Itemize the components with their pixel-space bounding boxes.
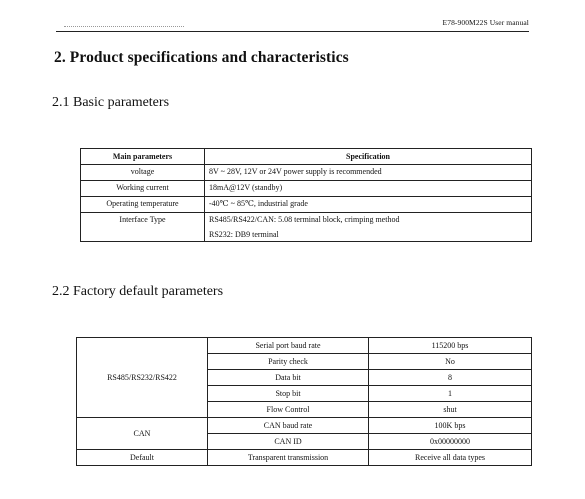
column-header: Main parameters xyxy=(81,149,205,165)
param-name: CAN baud rate xyxy=(208,418,369,434)
param-name: Data bit xyxy=(208,370,369,386)
basic-parameters-table xyxy=(80,148,532,242)
param-value: 8 xyxy=(369,370,532,386)
param-spec-line2: RS232: DB9 terminal xyxy=(209,230,279,239)
param-name: Stop bit xyxy=(208,386,369,402)
section-title: 2. Product specifications and characteristics xyxy=(54,49,349,66)
group-label: RS485/RS232/RS422 xyxy=(77,338,208,418)
param-spec: RS485/RS422/CAN: 5.08 terminal block, crimping method xyxy=(209,215,400,224)
table-row xyxy=(77,338,532,354)
param-name: Flow Control xyxy=(208,402,369,418)
table-row xyxy=(77,418,532,434)
param-spec: -40℃ ~ 85℃, industrial grade xyxy=(205,197,532,213)
header-decoration xyxy=(64,26,184,28)
document-id: E78-900M22S User manual xyxy=(442,18,529,27)
table-row xyxy=(81,165,532,181)
factory-parameters-heading: 2.2 Factory default parameters xyxy=(52,284,224,299)
param-spec: 18mA@12V (standby) xyxy=(205,181,532,197)
group-label: Default xyxy=(77,450,208,466)
param-value: No xyxy=(369,354,532,370)
column-header: Specification xyxy=(205,149,532,165)
table-row xyxy=(77,450,532,466)
table-row xyxy=(81,181,532,197)
param-value: shut xyxy=(369,402,532,418)
table-row xyxy=(81,197,532,213)
param-name: Operating temperature xyxy=(81,197,205,213)
param-value: 0x00000000 xyxy=(369,434,532,450)
param-name: voltage xyxy=(81,165,205,181)
param-name: Serial port baud rate xyxy=(208,338,369,354)
param-name: Parity check xyxy=(208,354,369,370)
group-label: CAN xyxy=(77,418,208,450)
table-row xyxy=(81,213,532,242)
header-rule xyxy=(56,31,529,32)
param-value: Receive all data types xyxy=(369,450,532,466)
param-name: Interface Type xyxy=(81,213,205,242)
param-name: Working current xyxy=(81,181,205,197)
param-name: Transparent transmission xyxy=(208,450,369,466)
factory-defaults-table xyxy=(76,337,532,466)
param-spec: 8V ~ 28V, 12V or 24V power supply is recommended xyxy=(205,165,532,181)
param-value: 100K bps xyxy=(369,418,532,434)
basic-parameters-heading: 2.1 Basic parameters xyxy=(52,95,170,110)
param-value: 115200 bps xyxy=(369,338,532,354)
param-value: 1 xyxy=(369,386,532,402)
param-name: CAN ID xyxy=(208,434,369,450)
table-header-row xyxy=(81,149,532,165)
param-spec-cell xyxy=(205,213,532,242)
